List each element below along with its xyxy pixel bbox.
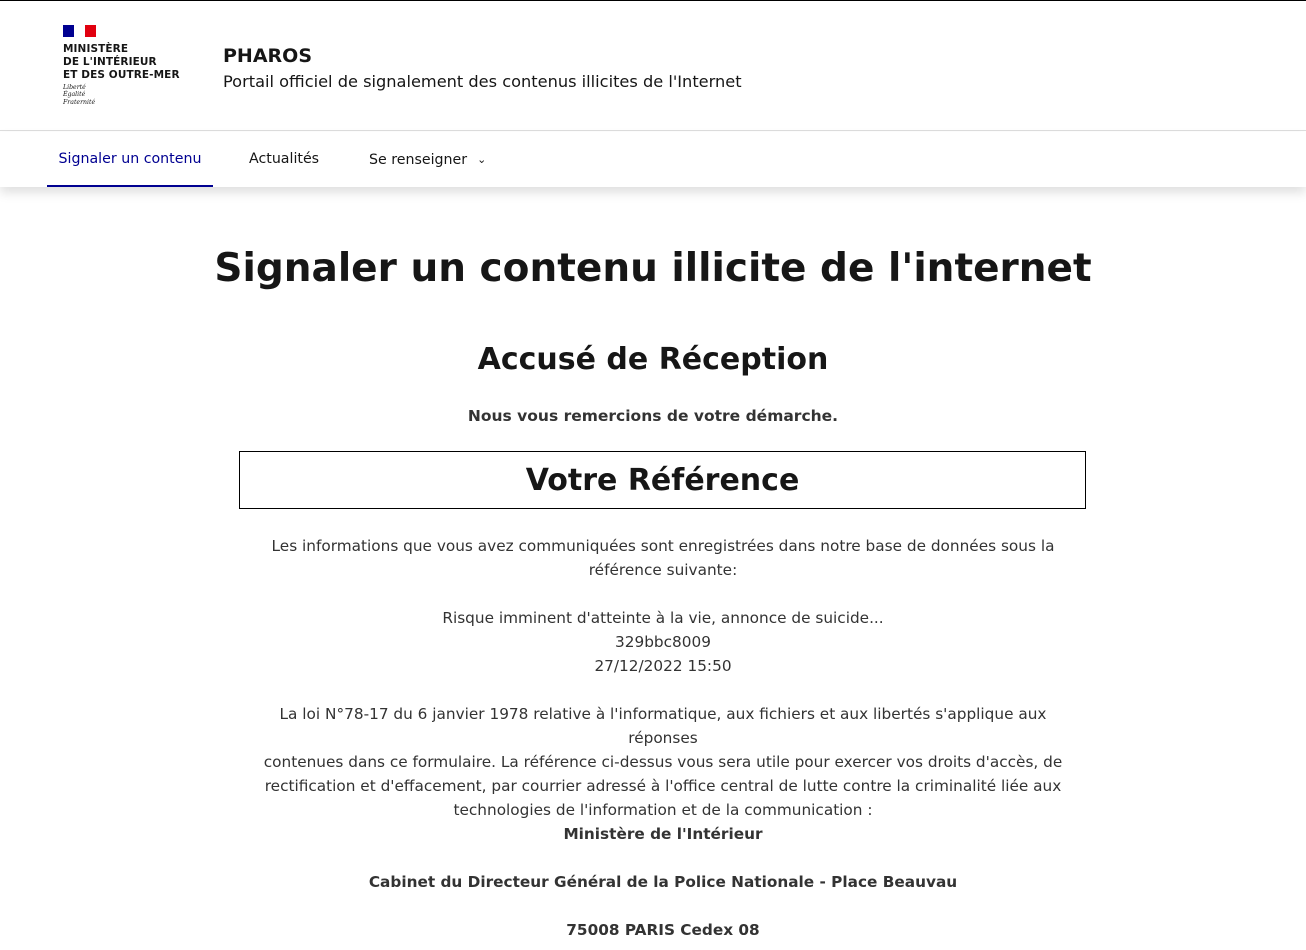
intro-line: référence suivante: [588,561,738,579]
nav-item-label: Se renseigner [369,152,468,168]
service-tagline: Portail officiel de signalement des contenus illicites de l'Internet [223,72,742,91]
chevron-down-icon: ⌄ [477,153,487,166]
law-line: La loi N°78-17 du 6 janvier 1978 relative à l'informatique, aux fichiers et aux libertés s'applique aux réponses [279,705,1047,747]
ministry-name-line: MINISTÈRE [63,43,129,55]
ministry-name [63,43,180,82]
main-navigation [0,132,1306,187]
service-block [223,44,742,94]
service-title[interactable]: PHAROS [223,45,312,67]
motto-line: Égalité [63,91,86,99]
report-datetime: 27/12/2022 15:50 [594,657,732,675]
law-notice [245,702,1081,822]
law-line: technologies de l'information et de la communication : [453,801,873,819]
ministry-name-line: DE L'INTÉRIEUR [63,56,157,68]
law-line: contenues dans ce formulaire. La référence ci-dessus vous sera utile pour exercer vos droits d'accès, de [263,753,1063,771]
receipt-heading: Accusé de Réception [477,342,829,377]
nav-item-actualites[interactable]: Actualités [249,151,320,167]
ministry-logo[interactable] [63,25,203,111]
republic-motto [63,84,95,106]
motto-line: Liberté [63,84,86,91]
thanks-message: Nous vous remercions de votre démarche. [467,407,839,425]
address-ministry: Ministère de l'Intérieur [563,825,763,843]
address-city: 75008 PARIS Cedex 08 [566,921,760,939]
ministry-name-line: ET DES OUTRE-MER [63,69,180,81]
intro-text [245,534,1081,582]
reference-heading: Votre Référence [525,463,800,498]
report-category: Risque imminent d'atteinte à la vie, annonce de suicide... [442,609,884,627]
reference-code: 329bbc8009 [615,633,711,651]
marianne-flag-icon [63,25,96,37]
site-header [0,0,1306,131]
law-line: rectification et d'effacement, par courrier adressé à l'office central de lutte contre la criminalité liée aux [264,777,1062,795]
page-title: Signaler un contenu illicite de l'internet [214,246,1092,291]
reference-box [239,451,1086,509]
nav-item-se-renseigner[interactable] [369,132,486,187]
motto-line: Fraternité [63,98,96,106]
address-cabinet: Cabinet du Directeur Général de la Police Nationale - Place Beauvau [368,873,958,891]
reference-details [245,606,1081,678]
nav-item-signaler[interactable]: Signaler un contenu [47,132,213,187]
intro-line: Les informations que vous avez communiquées sont enregistrées dans notre base de données sous la [271,537,1055,555]
